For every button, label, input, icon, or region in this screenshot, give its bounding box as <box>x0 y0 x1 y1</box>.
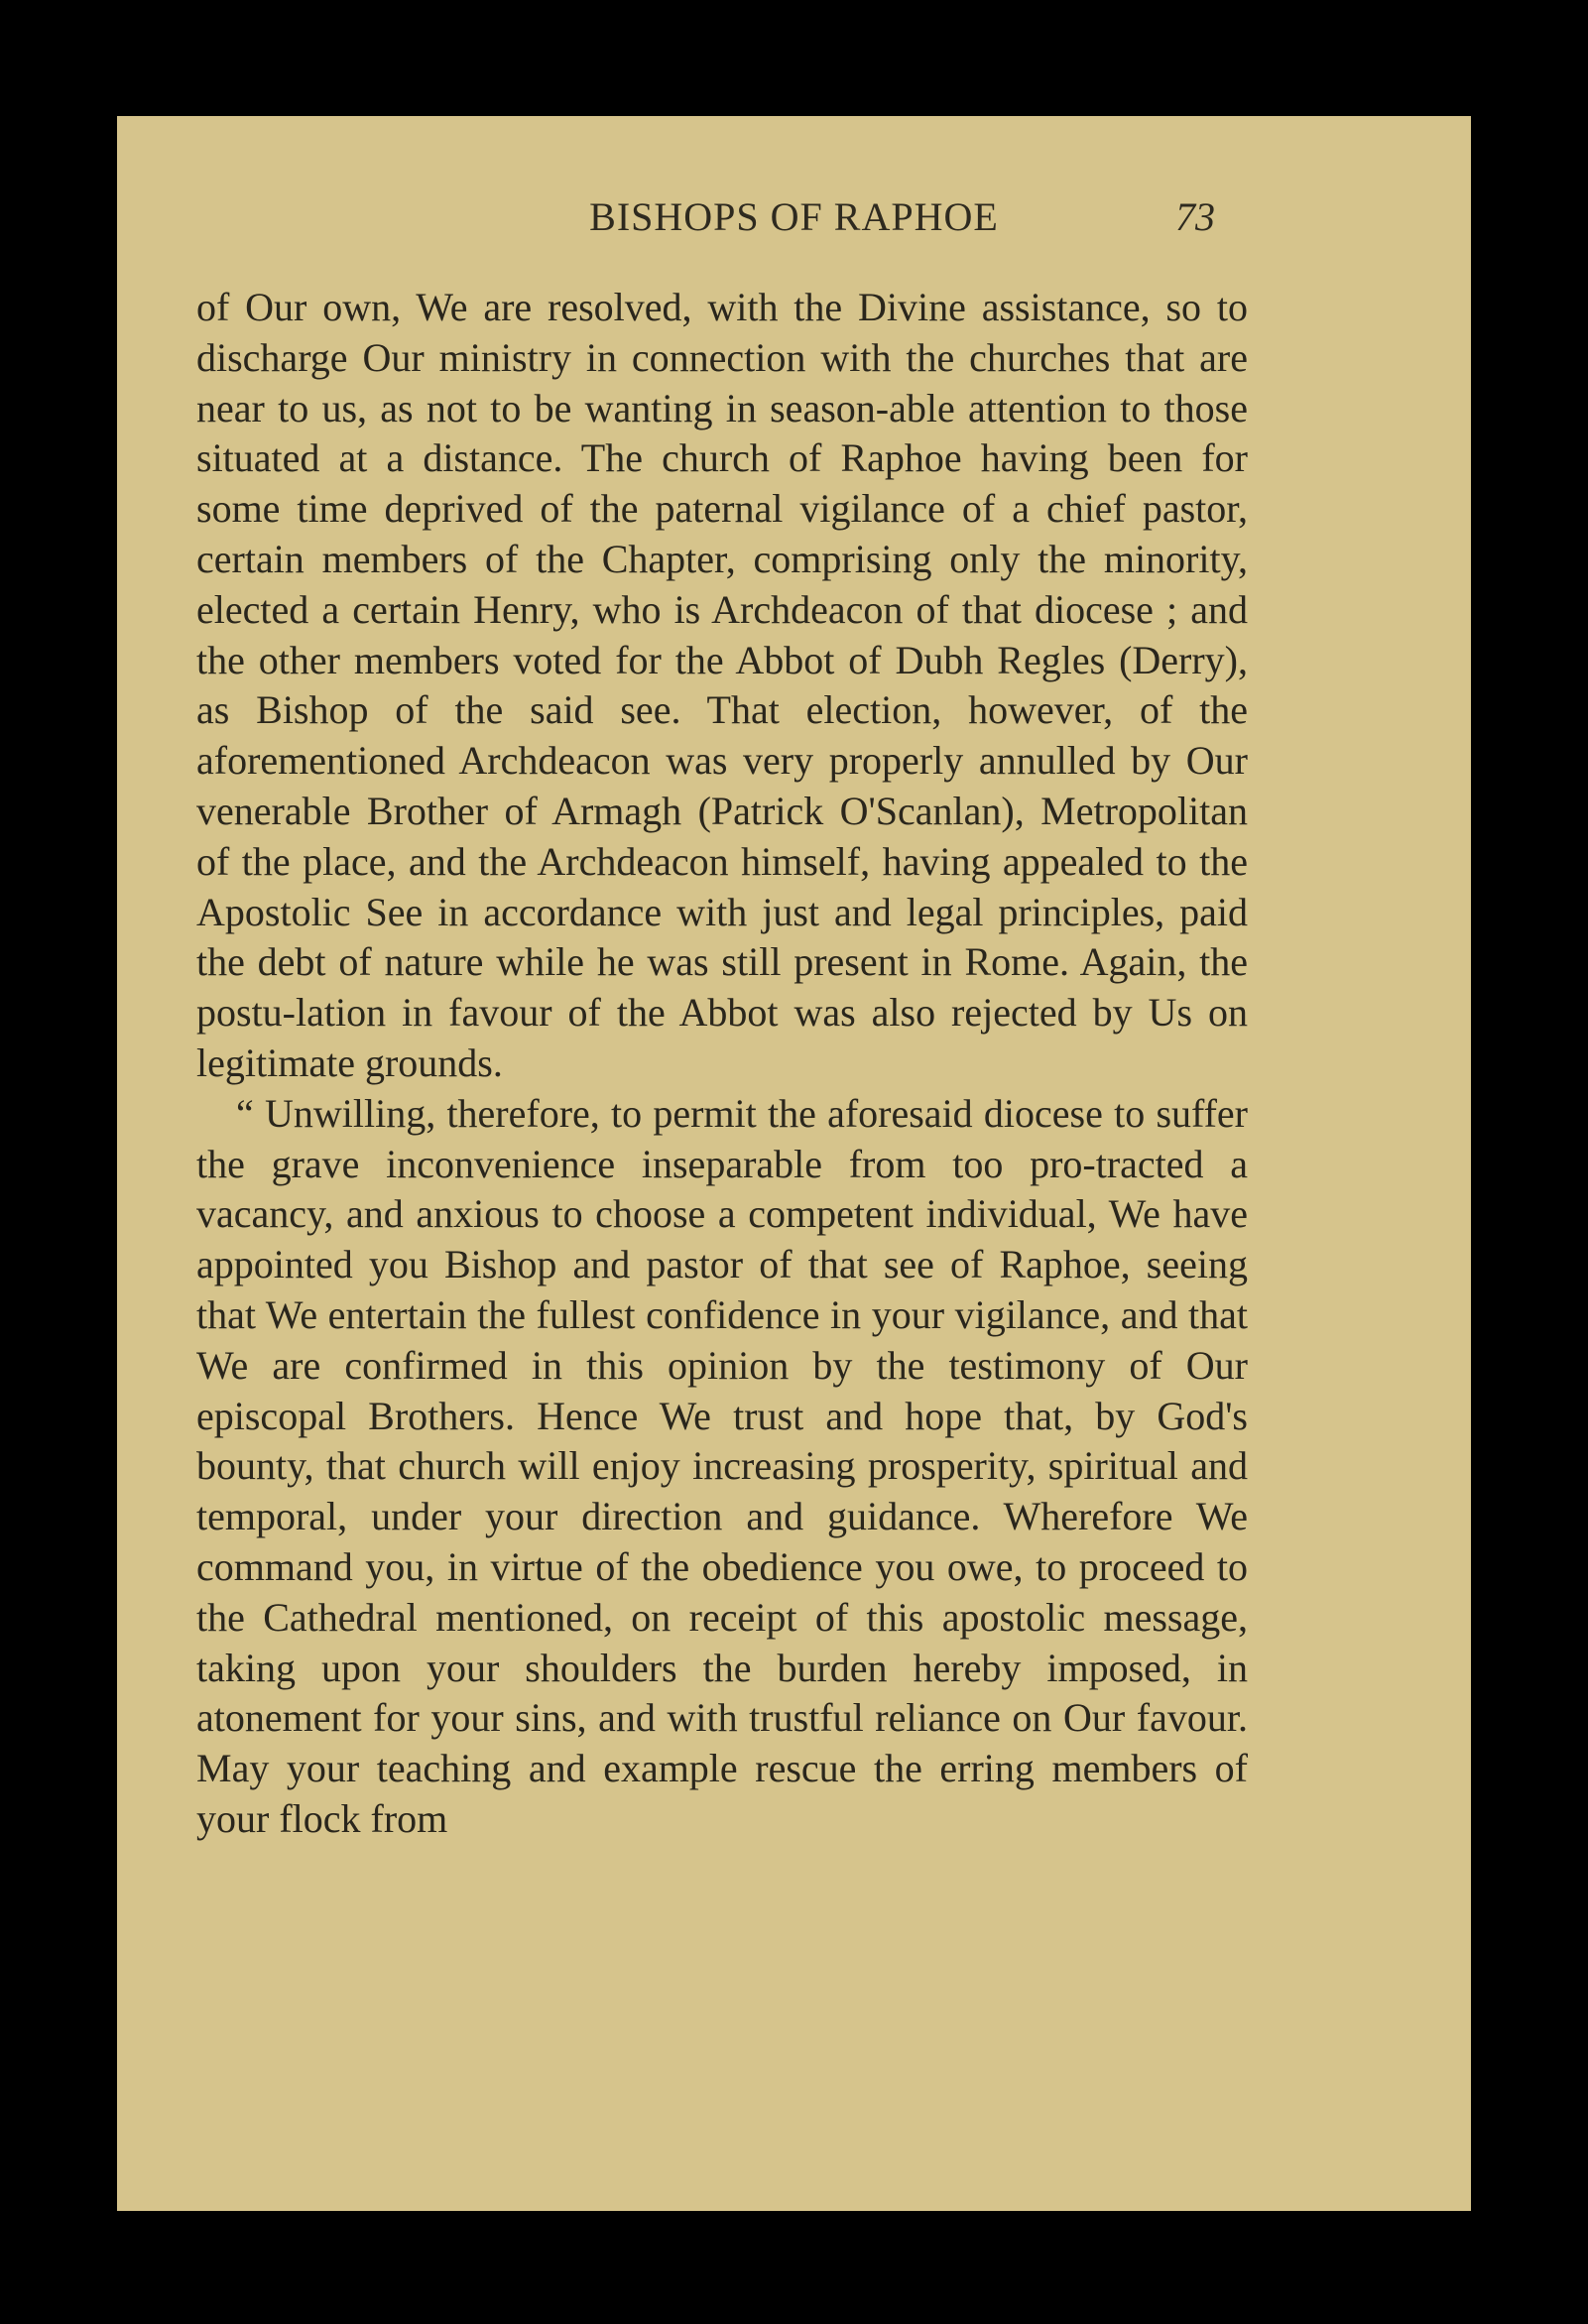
text-line: proceed to the Cathedral mentioned, on receipt of this <box>196 1543 1248 1640</box>
text-line: We command you, in virtue of the obedience you owe, to <box>196 1494 1248 1589</box>
page-number: 73 <box>1175 194 1215 239</box>
text-line: hereby imposed, in atonement for your sins, and with <box>196 1645 1248 1741</box>
text-line: trustful reliance on Our favour. May your teaching and <box>196 1695 1248 1791</box>
text-line: church will enjoy increasing prosperity, spiritual and <box>398 1443 1248 1489</box>
text-line: example rescue the erring members of your flock from <box>196 1746 1249 1841</box>
running-head: BISHOPS OF RAPHOE <box>589 194 999 239</box>
text-line: apostolic message, taking upon your shoulders the burden <box>196 1594 1249 1690</box>
text-line: the Chapter, comprising only the minority, elected a <box>196 536 1249 632</box>
text-line: tracted a vacancy, and anxious to choose a competent <box>196 1141 1249 1237</box>
text-line: suffer the grave inconvenience inseparable from too pro- <box>196 1090 1248 1186</box>
text-line: in this opinion by the testimony of Our episcopal Brothers. <box>196 1342 1248 1438</box>
text-line: annulled by Our venerable Brother of Armagh (Patrick <box>196 738 1248 833</box>
text-line: temporal, under your direction and guidance. Wherefore <box>196 1494 1196 1539</box>
paragraph-2 <box>196 1089 1248 1845</box>
body-text <box>196 283 1248 1845</box>
text-line: while he was still present in Rome. Again, the postu- <box>196 939 1248 1036</box>
text-line: paternal vigilance of a chief pastor, certain members of <box>196 486 1249 581</box>
text-line: with just and legal principles, paid the debt of nature <box>196 889 1248 985</box>
text-line: so to discharge Our ministry in connection with the <box>196 285 1248 380</box>
text-line: of Our own, We are resolved, with the Divine assistance, <box>196 285 1166 329</box>
book-page <box>117 116 1471 2211</box>
text-line: “ Unwilling, therefore, to permit the aforesaid diocese to <box>236 1090 1157 1136</box>
text-line: confidence in your vigilance, and that We are confirmed <box>196 1291 1248 1388</box>
text-line: (Derry), as Bishop of the said see. That election, however, <box>196 637 1248 733</box>
text-line: of the aforementioned Archdeacon was very properly <box>196 687 1249 784</box>
text-line: individual, We have appointed you Bishop and pastor <box>196 1191 1248 1287</box>
text-line: himself, having appealed to the Apostolic See in accordance <box>196 838 1248 934</box>
page-header <box>196 193 1392 253</box>
text-line: certain Henry, who is Archdeacon of that diocese ; and <box>352 586 1248 632</box>
text-line: the other members voted for the Abbot of Dubh Regles <box>196 637 1120 682</box>
text-line: of Raphoe having been for some time deprived of the <box>196 435 1248 532</box>
text-line: churches that are near to us, as not to be wanting in season- <box>196 334 1248 430</box>
text-line: legitimate grounds. <box>196 1040 503 1085</box>
text-line: able attention to those situated at a distance. The church <box>196 385 1249 481</box>
text-line: lation in favour of the Abbot was also rejected by Us on <box>296 990 1248 1036</box>
text-line: of that see of Raphoe, seeing that We entertain the fullest <box>196 1242 1248 1337</box>
paragraph-1 <box>196 283 1248 1089</box>
text-line: O'Scanlan), Metropolitan of the place, and the Archdeacon <box>196 788 1248 884</box>
text-line: Hence We trust and hope that, by God's bounty, that <box>196 1393 1248 1489</box>
